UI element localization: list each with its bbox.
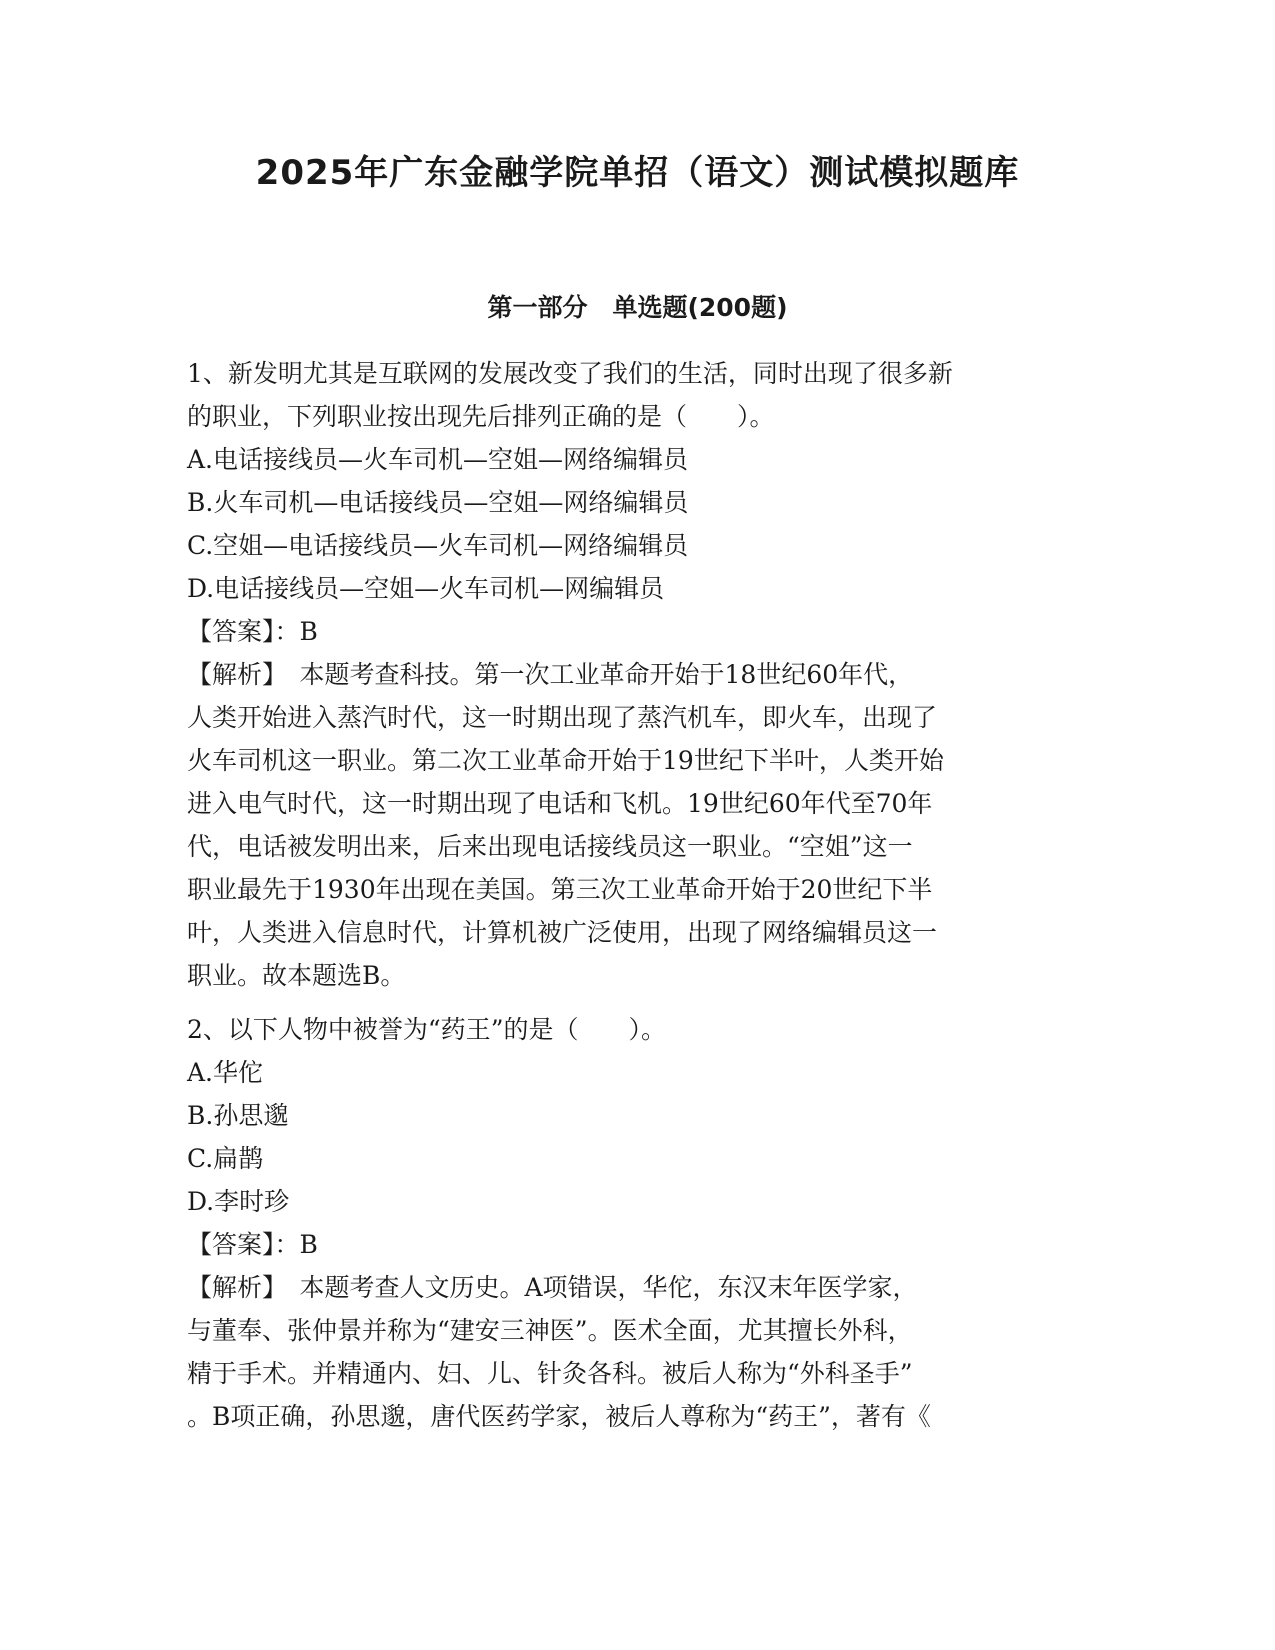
option-d: D.李时珍 (187, 1187, 290, 1216)
analysis-line: 人类开始进入蒸汽时代，这一时期出现了蒸汽机车，即火车，出现了 (187, 703, 938, 732)
analysis-line: 【解析】 本题考查人文历史。A项错误，华佗，东汉末年医学家， (187, 1273, 918, 1302)
section-title: 第一部分 单选题(200题) (487, 293, 788, 322)
analysis-line: 职业。故本题选B。 (187, 961, 406, 990)
analysis-line: 火车司机这一职业。第二次工业革命开始于19世纪下半叶，人类开始 (187, 746, 944, 775)
option-b: B.火车司机—电话接线员—空姐—网络编辑员 (187, 488, 689, 517)
analysis-line: 。B项正确，孙思邈，唐代医药学家，被后人尊称为“药王”，著有《 (187, 1402, 931, 1431)
question-1 (187, 352, 1077, 997)
analysis-line: 代，电话被发明出来，后来出现电话接线员这一职业。“空姐”这一 (187, 832, 913, 861)
question-stem-line: 的职业，下列职业按出现先后排列正确的是（ ）。 (187, 402, 775, 431)
option-c: C.空姐—电话接线员—火车司机—网络编辑员 (187, 531, 689, 560)
option-a: A.电话接线员—火车司机—空姐—网络编辑员 (187, 445, 689, 474)
analysis-line: 叶，人类进入信息时代，计算机被广泛使用，出现了网络编辑员这一 (187, 918, 938, 947)
option-a: A.华佗 (187, 1058, 264, 1087)
option-d: D.电话接线员—空姐—火车司机—网编辑员 (187, 574, 665, 603)
analysis-line: 【解析】 本题考查科技。第一次工业革命开始于18世纪60年代， (187, 660, 914, 689)
analysis-line: 职业最先于1930年出现在美国。第三次工业革命开始于20世纪下半 (187, 875, 933, 904)
analysis-line: 进入电气时代，这一时期出现了电话和飞机。19世纪60年代至70年 (187, 789, 933, 818)
document-title: 2025年广东金融学院单招（语文）测试模拟题库 (255, 153, 1020, 193)
question-stem-line: 1、新发明尤其是互联网的发展改变了我们的生活，同时出现了很多新 (187, 359, 953, 388)
question-stem-line: 2、以下人物中被誉为“药王”的是（ ）。 (187, 1015, 666, 1044)
answer-line: 【答案】：B (187, 1230, 318, 1259)
analysis-line: 精于手术。并精通内、妇、儿、针灸各科。被后人称为“外科圣手” (187, 1359, 913, 1388)
question-list (187, 352, 1077, 1438)
answer-line: 【答案】：B (187, 617, 318, 646)
option-c: C.扁鹊 (187, 1144, 264, 1173)
question-spacer (187, 997, 1077, 1008)
analysis-line: 与董奉、张仲景并称为“建安三神医”。医术全面，尤其擅长外科， (187, 1316, 913, 1345)
question-2 (187, 1008, 1077, 1438)
option-b: B.孙思邈 (187, 1101, 289, 1130)
